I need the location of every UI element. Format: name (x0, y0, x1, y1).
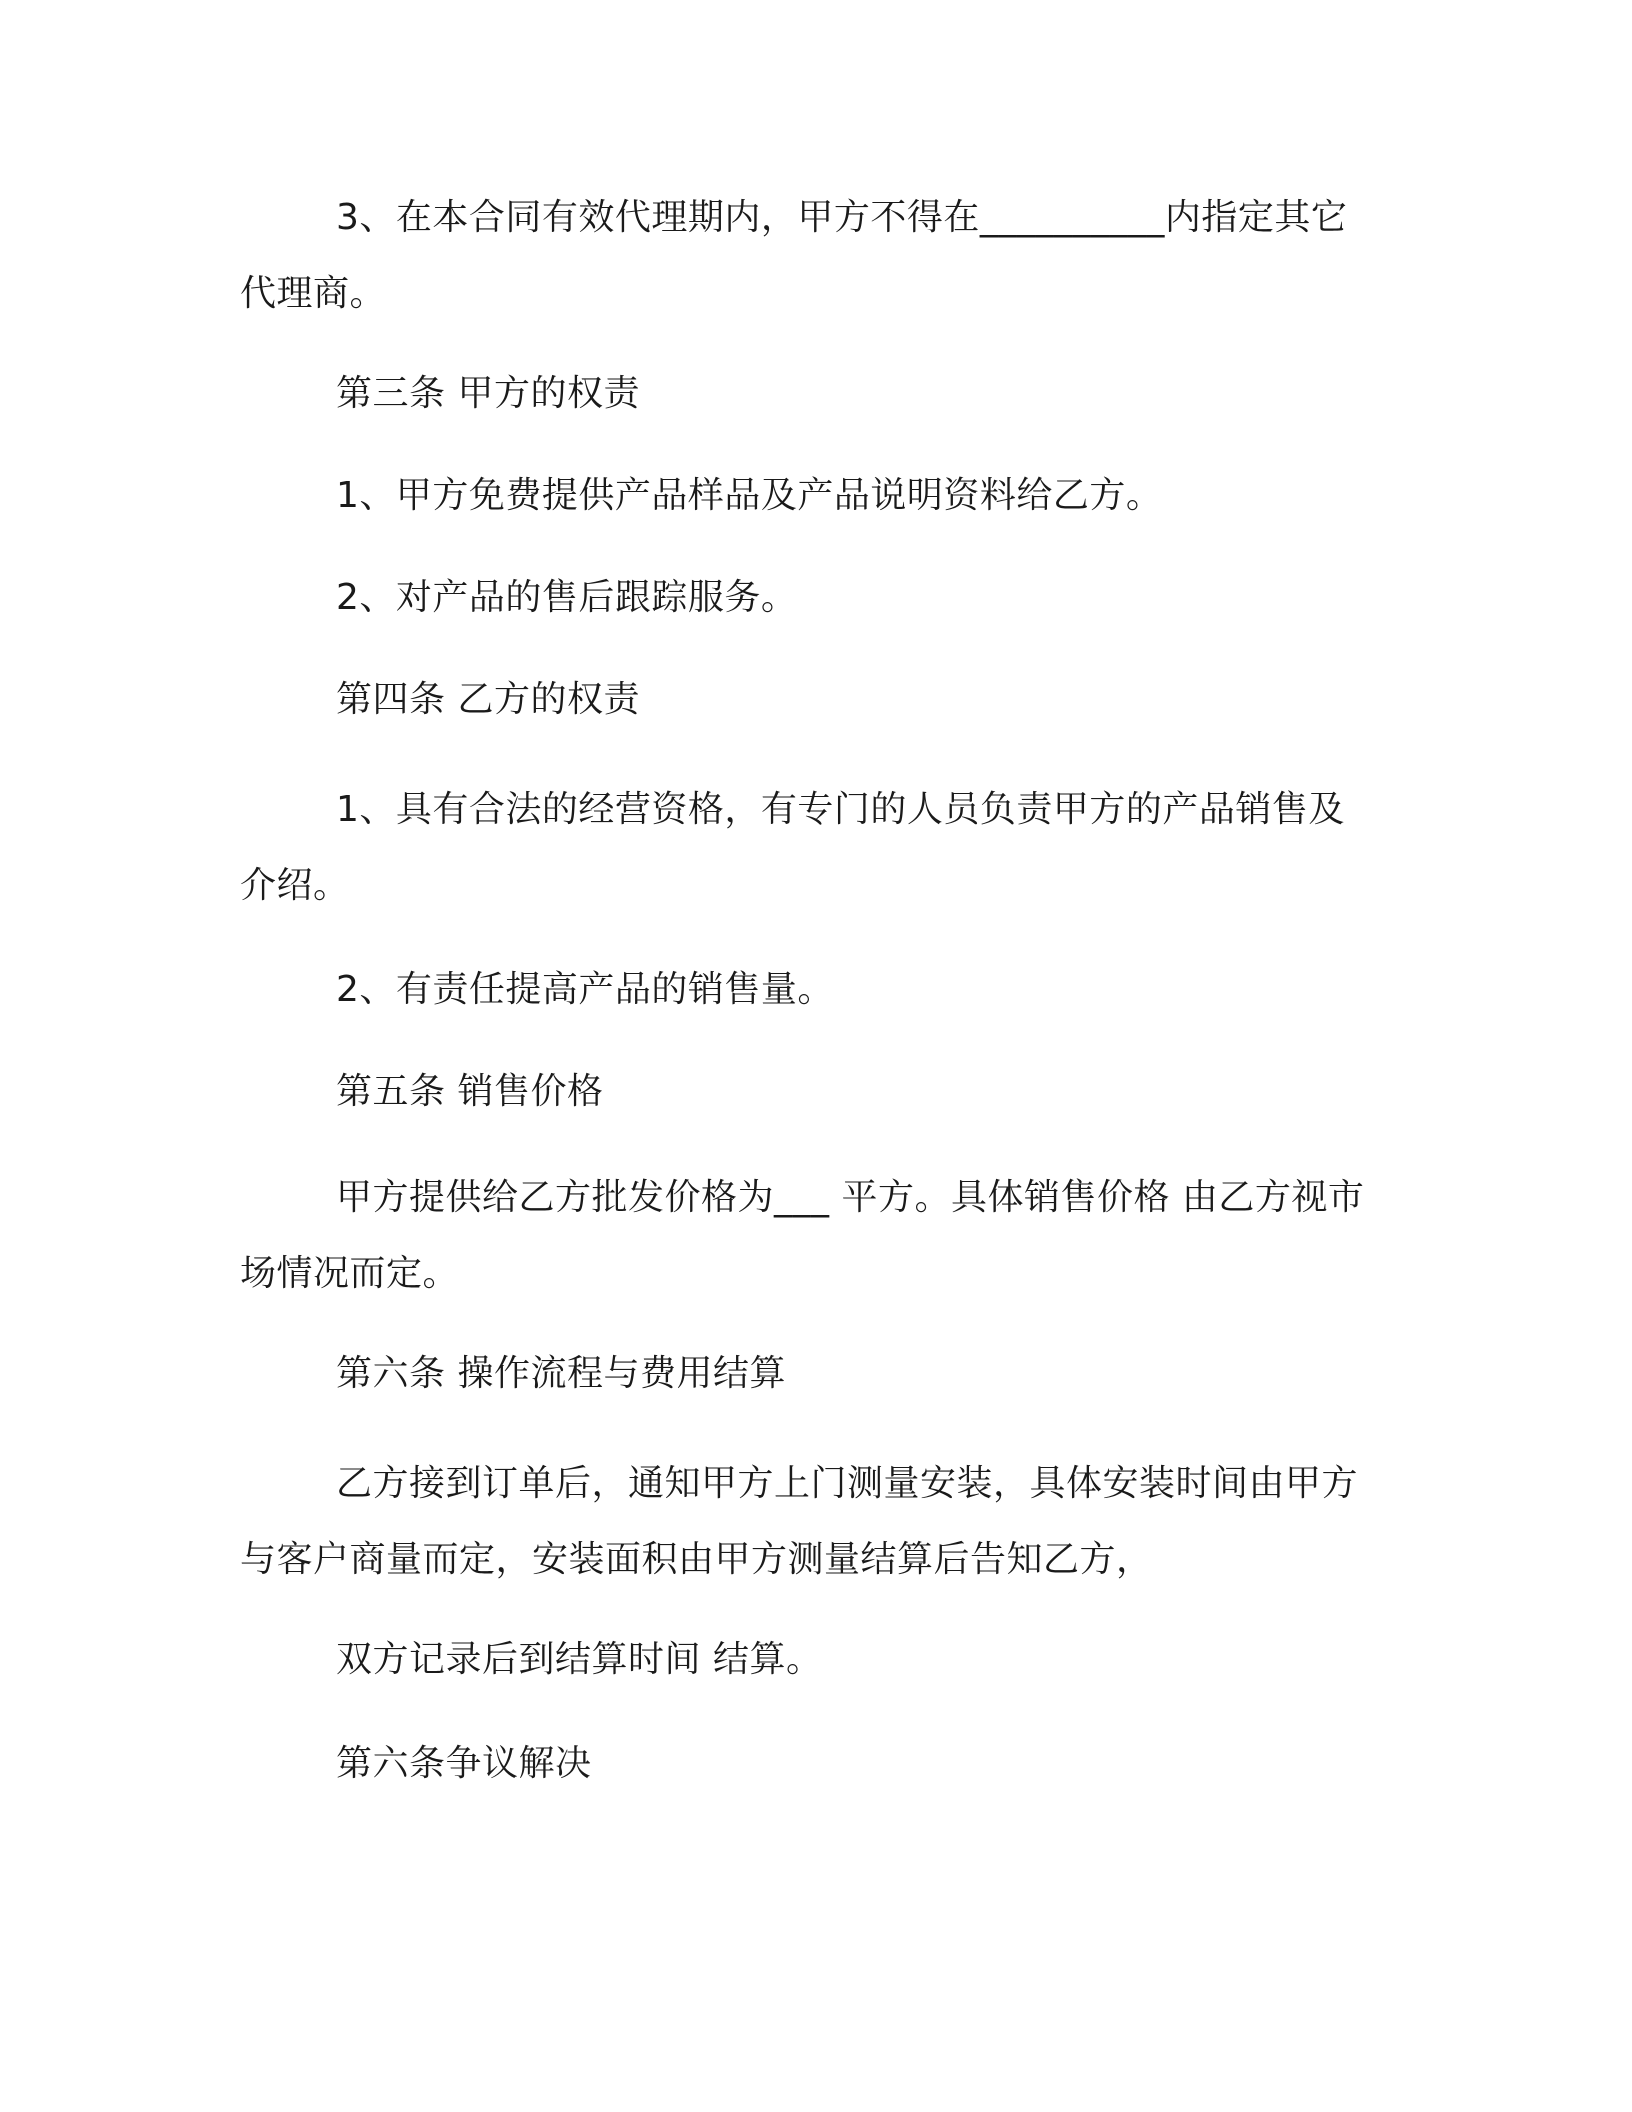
section-heading-article-6: 第六条 操作流程与费用结算 (336, 1353, 786, 1394)
paragraph-item: 2、有责任提高产品的销售量。 (336, 969, 834, 1010)
paragraph-line: 场情况而定。 (240, 1253, 460, 1294)
paragraph-line: 乙方接到订单后，通知甲方上门测量安装，具体安装时间由甲方 (336, 1463, 1359, 1504)
paragraph-settlement: 双方记录后到结算时间 结算。 (336, 1639, 823, 1680)
paragraph-line: 3、在本合同有效代理期内，甲方不得在__________内指定其它 (336, 197, 1348, 238)
paragraph-line: 1、具有合法的经营资格，有专门的人员负责甲方的产品销售及 (336, 789, 1345, 830)
paragraph-item: 2、对产品的售后跟踪服务。 (336, 577, 798, 618)
paragraph-process (240, 1446, 1400, 1598)
section-heading-dispute: 第六条争议解决 (336, 1743, 592, 1784)
paragraph-item: 1、甲方免费提供产品样品及产品说明资料给乙方。 (336, 475, 1163, 516)
paragraph-agency-exclusivity (240, 180, 1400, 332)
section-heading-article-4: 第四条 乙方的权责 (336, 679, 640, 720)
section-heading-article-3: 第三条 甲方的权责 (336, 373, 640, 414)
section-heading-article-5: 第五条 销售价格 (336, 1071, 604, 1112)
paragraph-line: 代理商。 (240, 273, 387, 314)
paragraph-qualification (240, 772, 1400, 924)
paragraph-line: 与客户商量而定，安装面积由甲方测量结算后告知乙方， (240, 1539, 1153, 1580)
paragraph-pricing (240, 1160, 1400, 1312)
paragraph-line: 甲方提供给乙方批发价格为___ 平方。具体销售价格 由乙方视市 (336, 1177, 1365, 1218)
paragraph-line: 介绍。 (240, 865, 350, 906)
